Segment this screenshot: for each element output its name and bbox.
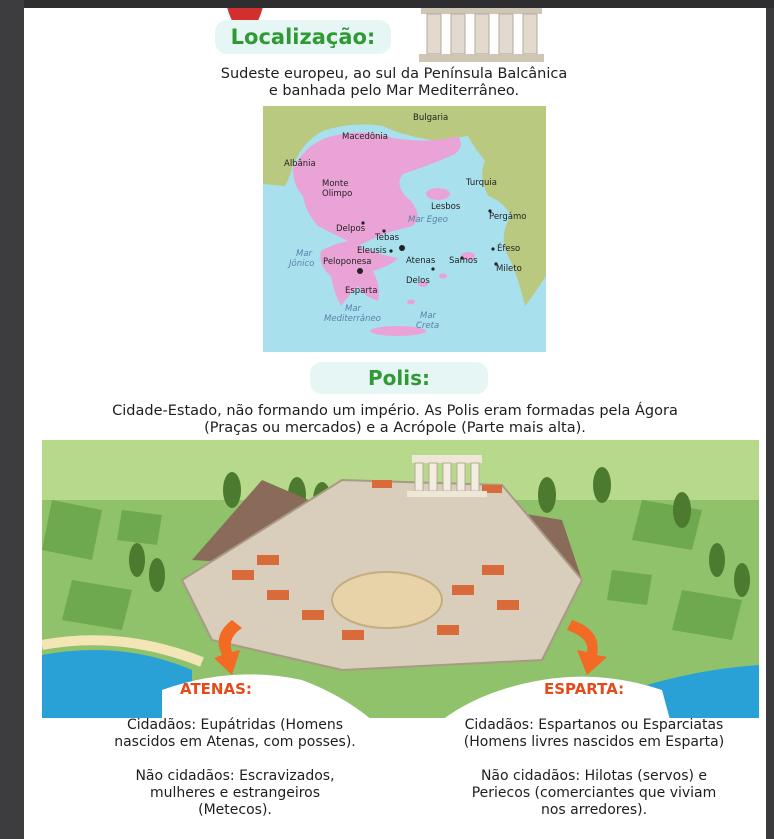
map-label-mar-jonico-2: Jônico — [289, 259, 315, 269]
atenas-cidadaos-line1: Cidadãos: Eupátridas (Homens — [126, 717, 344, 733]
polis-title-pill — [310, 362, 488, 394]
map-label-mar-jonico-1: Mar — [296, 249, 313, 259]
atenas-nao-cidadaos-line2: mulheres e estrangeiros — [149, 785, 321, 801]
map-label-lesbos: Lesbos — [431, 202, 461, 212]
atenas-nao-cidadaos-line1: Não cidadãos: Escravizados, — [135, 768, 335, 784]
map-label-samos: Samos — [449, 256, 478, 266]
map-label-efeso: Éfeso — [497, 244, 521, 254]
map-label-mar-creta-1: Mar — [420, 311, 437, 321]
esparta-nao-cidadaos-line3: nos arredores). — [540, 802, 648, 818]
map-label-atenas: Atenas — [406, 256, 436, 266]
map-label-tebas: Tebas — [375, 233, 400, 243]
polis-description-line2: (Praças ou mercados) e a Acrópole (Parte mais alta). — [204, 420, 586, 436]
map-label-delos: Delos — [406, 276, 430, 286]
map-label-mar-mediterraneo-1: Mar — [345, 304, 362, 314]
localizacao-description — [114, 66, 674, 100]
esparta-cidadaos-line2: (Homens livres nascidos em Esparta) — [463, 734, 725, 750]
map-label-macedonia: Macedônia — [342, 132, 388, 142]
esparta-nao-cidadaos — [434, 768, 754, 819]
esparta-cidadaos — [434, 717, 754, 751]
polis-description-line1: Cidade-Estado, não formando um império. As Polis eram formadas pela Ágora — [112, 403, 678, 419]
document-page — [24, 8, 766, 839]
atenas-cidadaos-line2: nascidos em Atenas, com posses). — [114, 734, 356, 750]
atenas-nao-cidadaos-line3: (Metecos). — [198, 802, 272, 818]
map-label-mar-creta-2: Creta — [416, 321, 440, 331]
map-label-olimpo: Olimpo — [322, 189, 353, 199]
map-label-esparta: Esparta — [345, 286, 378, 296]
map-label-mar-egeo: Mar Egeo — [408, 215, 448, 225]
map-label-mar-mediterraneo-2: Mediterrâneo — [324, 314, 381, 324]
greece-map — [263, 106, 546, 352]
esparta-cidadaos-line1: Cidadãos: Espartanos ou Esparciatas — [464, 717, 724, 733]
map-label-bulgaria: Bulgaria — [413, 113, 449, 123]
map-label-delpos: Delpos — [336, 224, 366, 234]
map-label-albania: Albânia — [284, 159, 316, 169]
localizacao-title-pill — [215, 20, 391, 54]
localizacao-description-line2: e banhada pelo Mar Mediterrâneo. — [268, 83, 520, 99]
map-label-mileto: Mileto — [496, 264, 522, 274]
map-label-eleusis: Eleusis — [357, 246, 387, 256]
atenas-title: ATENAS: — [180, 680, 252, 698]
polis-title: Polis: — [367, 366, 430, 390]
map-label-peloponesa: Peloponesa — [323, 257, 372, 267]
polis-description — [64, 403, 726, 437]
viewer-sidebar — [0, 0, 24, 839]
esparta-title: ESPARTA: — [544, 680, 625, 698]
esparta-nao-cidadaos-line1: Não cidadãos: Hilotas (servos) e — [480, 768, 708, 784]
atenas-nao-cidadaos — [80, 768, 390, 819]
atenas-cidadaos — [80, 717, 390, 751]
viewer-top-bar — [0, 0, 774, 8]
map-label-pergamo: Pergámo — [489, 212, 527, 222]
localizacao-title: Localização: — [230, 25, 376, 49]
localizacao-description-line1: Sudeste europeu, ao sul da Península Balcânica — [220, 66, 568, 82]
map-label-turquia: Turquia — [466, 178, 497, 188]
esparta-nao-cidadaos-line2: Periecos (comerciantes que viviam — [471, 785, 717, 801]
map-label-monte: Monte — [322, 179, 349, 189]
greek-columns-illustration — [419, 8, 544, 63]
